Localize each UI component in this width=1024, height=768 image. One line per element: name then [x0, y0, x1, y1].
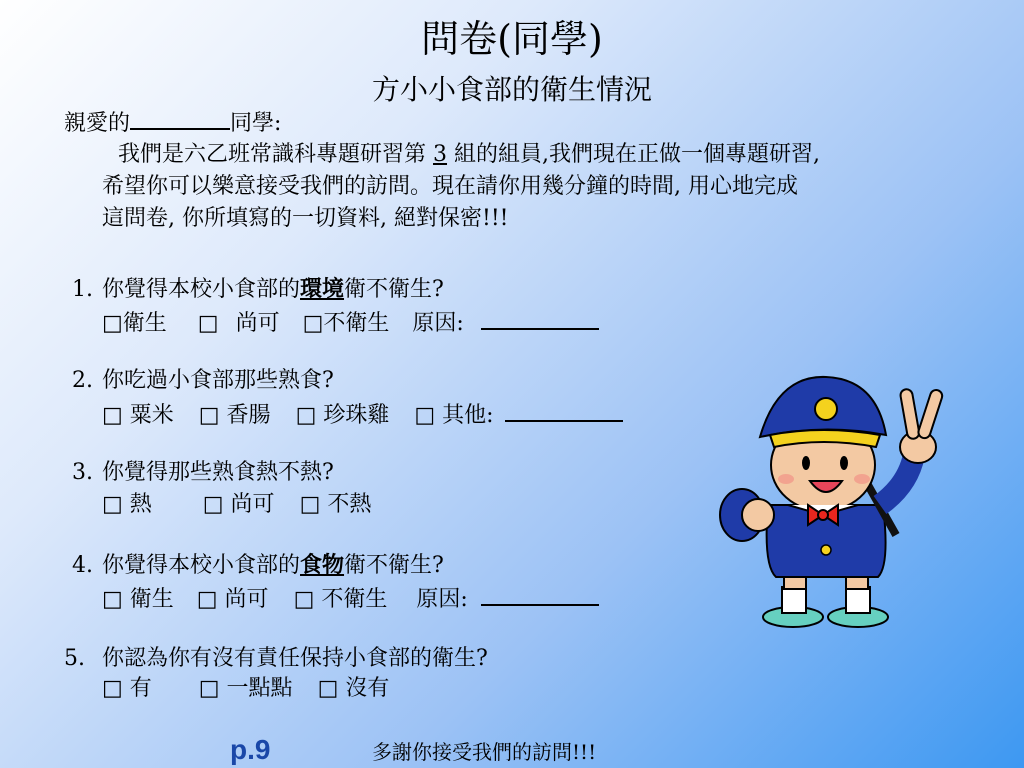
reason-label: 原因:: [416, 587, 468, 612]
option-no[interactable]: □ 沒有: [317, 676, 390, 701]
question-keyword: 食物: [300, 552, 345, 578]
reason-blank[interactable]: [481, 306, 599, 330]
question-text: 你覺得那些熟食熱不熱?: [102, 460, 334, 485]
question-number: 4.: [72, 553, 93, 578]
reason-label: 原因:: [412, 311, 464, 336]
question-text: 你覺得本校小食部的: [102, 277, 301, 302]
question-1: [72, 274, 444, 305]
thanks-text: 多謝你接受我們的訪問!!!: [372, 740, 597, 764]
question-text: 你覺得本校小食部的: [102, 553, 301, 578]
question-2: [72, 366, 334, 396]
option-hot[interactable]: □ 熱: [102, 492, 152, 517]
other-blank[interactable]: [505, 398, 623, 422]
option-not-hot[interactable]: □ 不熱: [299, 492, 372, 517]
question-3: [72, 458, 334, 488]
option-average[interactable]: □ 尚可: [202, 492, 275, 517]
reason-blank[interactable]: [481, 582, 599, 606]
option-average[interactable]: □ 尚可: [196, 587, 269, 612]
question-4-options: [102, 582, 599, 615]
option-corn[interactable]: □ 粟米: [102, 403, 174, 428]
option-average[interactable]: 尚可: [235, 311, 280, 336]
question-number: 2.: [72, 368, 93, 393]
question-text: 你認為你有沒有責任保持小食部的衛生?: [102, 646, 488, 671]
question-text-end: 衛不衛生?: [344, 277, 444, 302]
option-hygienic[interactable]: □衛生: [102, 311, 167, 336]
question-text-end: 衛不衛生?: [344, 553, 444, 578]
greeting-line: [64, 106, 281, 139]
greeting-suffix: 同學:: [230, 111, 282, 136]
option-checkbox[interactable]: □: [197, 311, 219, 336]
intro-line-1-before: 我們是六乙班常識科專題研習第: [118, 142, 427, 167]
question-2-options: [102, 398, 623, 431]
option-unhygienic[interactable]: □ 不衛生: [293, 587, 388, 612]
page-number: p.9: [230, 734, 271, 765]
page-title: 問卷(同學): [421, 17, 603, 61]
question-keyword: 環境: [300, 276, 345, 302]
question-number: 5.: [64, 646, 85, 671]
question-text: 你吃過小食部那些熟食?: [102, 368, 334, 393]
question-3-options: [102, 490, 371, 520]
cartoon-boy-icon: [718, 365, 958, 639]
option-sausage[interactable]: □ 香腸: [198, 403, 271, 428]
intro-line-2: 希望你可以樂意接受我們的訪問。現在請你用幾分鐘的時間, 用心地完成: [102, 174, 798, 199]
question-5-options: [102, 674, 389, 704]
greeting-prefix: 親愛的: [64, 111, 131, 136]
question-5: [64, 644, 488, 674]
option-other[interactable]: □ 其他:: [414, 403, 494, 428]
question-1-options: [102, 306, 599, 339]
option-unhygienic[interactable]: □不衛生: [302, 311, 390, 336]
question-number: 3.: [72, 460, 93, 485]
option-yes[interactable]: □ 有: [102, 676, 152, 701]
option-pearl-chicken[interactable]: □ 珍珠雞: [295, 403, 390, 428]
name-blank: [130, 106, 230, 130]
option-hygienic[interactable]: □ 衛生: [102, 587, 174, 612]
option-a-little[interactable]: □ 一點點: [198, 676, 293, 701]
question-number: 1.: [72, 277, 93, 302]
intro-line-1: [118, 140, 820, 170]
page-subtitle: 方小小食部的衛生情況: [371, 73, 652, 106]
intro-line-1-after: 組的組員,我們現在正做一個專題研習,: [454, 142, 821, 167]
group-number: 3: [433, 142, 448, 167]
intro-line-3: 這問卷, 你所填寫的一切資料, 絕對保密!!!: [102, 206, 509, 231]
question-4: [72, 550, 444, 581]
